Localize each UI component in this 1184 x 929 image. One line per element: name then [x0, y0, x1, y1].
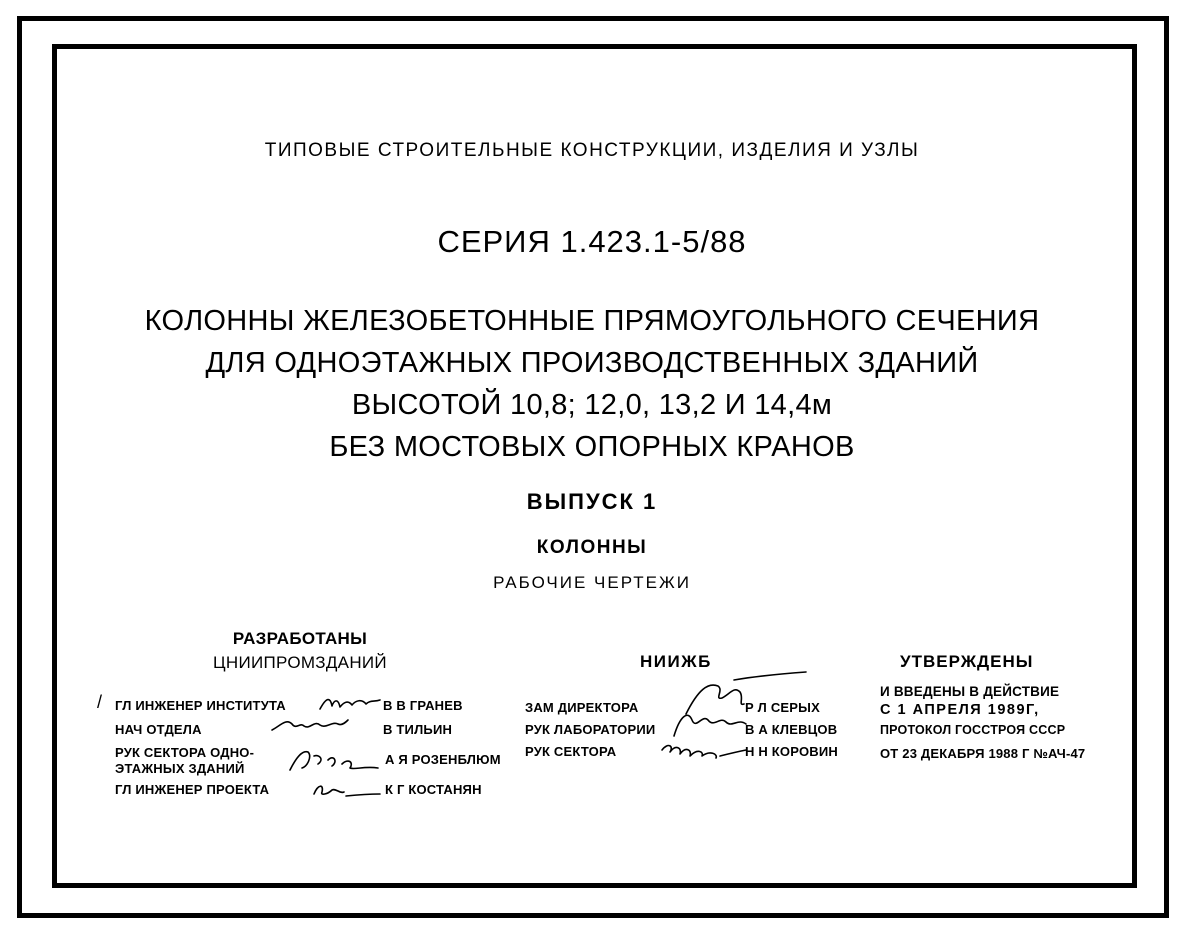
inst-name-2: В А КЛЕВЦОВ	[745, 722, 838, 737]
tick-mark: /	[97, 692, 103, 712]
approval-line-1: И ВВЕДЕНЫ В ДЕЙСТВИЕ	[880, 684, 1060, 699]
signature-kostanyan	[312, 780, 382, 800]
document-title	[0, 300, 1184, 468]
approval-line-4: ОТ 23 ДЕКАБРЯ 1988 Г №АЧ-47	[880, 746, 1086, 761]
approval-line-2: С 1 АПРЕЛЯ 1989Г,	[880, 702, 1040, 718]
dev-position-2: НАЧ ОТДЕЛА	[115, 722, 202, 737]
approval-heading: УТВЕРЖДЕНЫ	[900, 652, 1034, 671]
signature-tilyin	[270, 716, 350, 738]
signature-granev	[318, 694, 382, 714]
title-line-3: ВЫСОТОЙ 10,8; 12,0, 13,2 И 14,4м	[351, 389, 833, 421]
dev-position-4: ГЛ ИНЖЕНЕР ПРОЕКТА	[115, 782, 270, 797]
dev-position-3: РУК СЕКТОРА ОДНО-	[115, 745, 255, 760]
title-line-1: КОЛОННЫ ЖЕЛЕЗОБЕТОННЫЕ ПРЯМОУГОЛЬНОГО СЕЧЕНИЯ	[144, 305, 1040, 337]
dev-position-1: ГЛ ИНЖЕНЕР ИНСТИТУТА	[115, 698, 286, 713]
inst-position-2: РУК ЛАБОРАТОРИИ	[525, 722, 656, 737]
inst-name-1: Р Л СЕРЫХ	[745, 700, 820, 715]
title-line-2: ДЛЯ ОДНОЭТАЖНЫХ ПРОИЗВОДСТВЕННЫХ ЗДАНИЙ	[205, 347, 979, 379]
dev-position-3b: ЭТАЖНЫХ ЗДАНИЙ	[115, 761, 245, 776]
developers-heading	[200, 627, 400, 675]
title-line-4: БЕЗ МОСТОВЫХ ОПОРНЫХ КРАНОВ	[329, 431, 855, 463]
dev-name-3: А Я РОЗЕНБЛЮМ	[385, 752, 501, 767]
dev-name-2: В ТИЛЬИН	[383, 722, 453, 737]
signature-korovin	[660, 738, 748, 762]
subtitle: КОЛОННЫ	[536, 537, 648, 558]
institute-heading: НИИЖБ	[640, 652, 712, 671]
signature-klevtsov	[670, 706, 750, 740]
inst-position-1: ЗАМ ДИРЕКТОРА	[525, 700, 639, 715]
document-type: РАБОЧИЕ ЧЕРТЕЖИ	[493, 573, 691, 592]
series-number: СЕРИЯ 1.423.1-5/88	[437, 224, 747, 259]
inst-position-3: РУК СЕКТОРА	[525, 744, 617, 759]
approval-line-3: ПРОТОКОЛ ГОССТРОЯ СССР	[880, 723, 1066, 737]
issue-number: ВЫПУСК 1	[526, 489, 658, 514]
inst-name-3: Н Н КОРОВИН	[745, 744, 838, 759]
developers-heading-line1: РАЗРАБОТАНЫ	[232, 629, 368, 648]
developers-heading-line2: ЦНИИПРОМЗДАНИЙ	[213, 653, 387, 672]
dev-name-1: В В ГРАНЕВ	[383, 698, 463, 713]
signature-rozenblyum	[288, 746, 380, 774]
dev-name-4: К Г КОСТАНЯН	[385, 782, 482, 797]
header-text: ТИПОВЫЕ СТРОИТЕЛЬНЫЕ КОНСТРУКЦИИ, ИЗДЕЛИЯ И УЗЛЫ	[264, 140, 920, 161]
